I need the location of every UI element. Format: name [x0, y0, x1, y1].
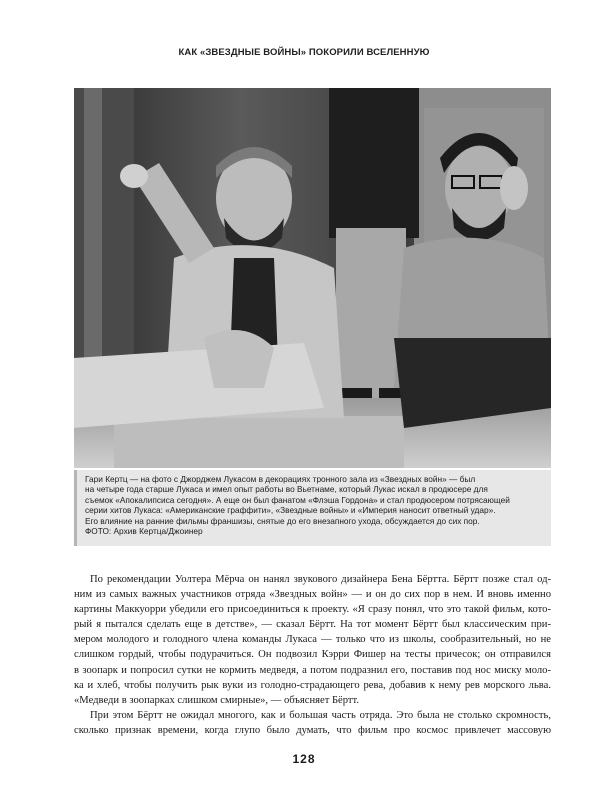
running-header: КАК «ЗВЕЗДНЫЕ ВОЙНЫ» ПОКОРИЛИ ВСЕЛЕННУЮ — [178, 47, 430, 58]
caption-credit: ФОТО: Архив Кертца/Джоинер — [85, 526, 203, 537]
caption-line: съемок «Апокалипсиса сегодня». А еще он был фанатом «Флэша Гордона» и стал продюсером потрясающей — [85, 494, 510, 505]
photo-illustration — [74, 88, 551, 468]
caption-line: Его влияние на ранние фильмы франшизы, снятые до его внезапного ухода, обсуждается до сих пор. — [85, 515, 480, 526]
caption-line: серии хитов Лукаса: «Американские граффити», «Звездные войны» и «Империя наносит ответный удар». — [85, 505, 496, 516]
body-line: При этом Бёртт не ожидал многого, как и большая часть отряда. Это была не столько скромность, — [90, 709, 551, 721]
photo — [74, 88, 551, 468]
body-line: сколько признак времени, когда глупо было думать, что фильм про космос привлечет массовую — [74, 724, 551, 736]
page-number: 128 — [292, 752, 316, 766]
body-line: слишком гордый, чтобы подурачиться. Он подвозил Кэрри Фишер на тесты причесок; он отправился — [74, 649, 551, 661]
body-line: «Медведи в зоопарках слишком смирные», — объясняет Бёртт. — [74, 694, 360, 706]
body-line: рый я пытался сделать еще в детстве», — сказал Бёртт. На тот момент Бёртт был классическим при- — [74, 619, 551, 631]
body-line: ка и хлеб, чтобы получить рык вуки из голодно-страдающего рева, добавив к нему рев морского льва. — [74, 679, 551, 691]
body-line: мером молодого и голодного члена команды Лукаса — только что из школы, сообразительный, но не — [74, 634, 551, 646]
body-line: в зоопарк и попросил сутки не кормить медведя, а потом подразнил его, поставив под нос миску моло- — [74, 664, 551, 676]
caption-line: Гари Кертц — на фото с Джорджем Лукасом в декорациях тронного зала из «Звездных войн» — был — [85, 474, 476, 484]
body-line: ним из самых важных участников отряда «Звездных войн» — и он до сих пор в нем. И вновь именно — [74, 589, 551, 601]
caption-line: на четыре года старше Лукаса и имел опыт работы во Вьетнаме, который Лукас искал в продюсере для — [85, 484, 488, 495]
body-line: картины Маккуорри убедили его присоединиться к проекту. «Я сразу понял, что это такой фильм, кото- — [74, 604, 551, 616]
body-text — [74, 572, 551, 738]
photo-caption — [74, 470, 551, 546]
body-line: По рекомендации Уолтера Мёрча он нанял звукового дизайнера Бена Бёртта. Бёртт позже стал од- — [90, 574, 551, 585]
